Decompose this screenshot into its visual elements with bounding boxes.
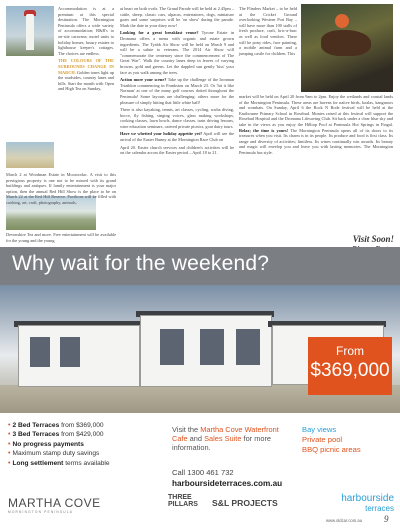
lighthouse-photo (6, 6, 54, 56)
ad-details (0, 413, 400, 517)
bullet-item: • 3 Bed Terraces from $429,000 (8, 431, 104, 439)
harbourside-terraces-logo: harbourside terraces (341, 493, 394, 513)
terraces-photo (0, 285, 400, 413)
bullet-item: • 2 Bed Terraces from $369,000 (8, 422, 104, 429)
amenity-bay-views: Bay views (302, 425, 337, 434)
subheading: Action more your scene? (120, 77, 167, 83)
article-column-3-bottom (239, 94, 393, 158)
bullet-item: • Long settlement terms available (8, 459, 110, 467)
three-pillars-logo: THREE PILLARS (168, 494, 198, 509)
price-from-label: From (336, 344, 364, 358)
article-text: The Mornington Peninsula opens all of its doors to its treasures when you visit. Its charm is in its people. Its produce and food is first class. Its range and diversity of activities; limitless. Its wines continually win awards. Its beauty and magic will envelop you and leave you with lasting memories. The Mornington Peninsula has style. (239, 127, 394, 155)
article-paragraph: Accommodation is at a premium at this special destination. The Mornington Peninsula offers a wide variety of accommodation; B&B's to on-site caravans; motel units to holiday homes; luxury estates to lighthouse keeper's cottages. The choices are endless. (58, 6, 114, 56)
feature-bullets (8, 421, 168, 468)
property-advertisement (0, 247, 400, 517)
article-paragraph: There is also kayaking, tennis, art classes, cycling, scuba diving, bocce, fly fishing, singing voices, glass making workshops, cooking classes, lawn bowls, dance classes, train driving lessons, wine education seminars, catered private picnics, goat dairy tours. (120, 107, 234, 129)
article-paragraph: at heart on both ovals. The Grand Parade will be held at 2.45pm – cattle, sheep, classic cars, alpacas, entertainers, dogs, miniature goats and some surprises will be 'on show' during the parade. Mark the date in your diary now! (120, 6, 234, 28)
article-column-2 (120, 6, 234, 158)
ad-headline: Why wait for the weekend? (12, 252, 270, 275)
visit-info: Visit the Martha Cove Waterfront Cafe and Sales Suite for more information. (172, 425, 279, 452)
article-column-1-top (58, 6, 114, 94)
amenity-bbq-areas: BBQ picnic areas (302, 445, 361, 454)
article-column-3-top (239, 6, 297, 58)
beach-photo (6, 142, 54, 168)
amenities-list (302, 425, 361, 455)
footer-url: www.oldcar.com.au (326, 518, 363, 523)
article-paragraph: March 2 at Woodman Estate in Moorooduc. A visit to this prestigious property is one not to be missed with its grand buildings and antiques. If family entertainment is your major option, then the annual Red Hill Show is the place to be on March 22 at the Red Hill Reserve. Pavilions will be filled with cooking, art, craft, photography, animals, (6, 172, 116, 205)
sponsor-logos (0, 493, 400, 517)
sl-projects-logo: S&L PROJECTS (212, 498, 278, 508)
website-url: harboursideterraces.com.au (172, 479, 283, 488)
page-number: 9 (384, 514, 389, 524)
article-column-1-middle (6, 172, 116, 208)
subheading: Looking for a great breakfast venue? (120, 30, 199, 36)
section-heading: THE COLOURS OF THE SURROUNDS CHANGE IN MARCH. (58, 58, 114, 75)
bullet-item: • Maximum stamp duty savings (8, 450, 100, 458)
bullet-item: • No progress payments (8, 440, 84, 448)
article-text: Golden tones light up the roadsides, country lanes and hills. Start the month with Open and High Tea on Sunday, (58, 69, 114, 92)
bullet-dot-icon: • (8, 459, 11, 467)
phone-number: Call 1300 461 732 (172, 468, 234, 477)
price-amount: $369,000 (310, 360, 390, 381)
article-text: Tyrone Estate in Dromana offers a menu with organic and estate grown ingredients. The Tyabb Air Show will be held on March 9 and will be a salute to veterans. The 2014 Air Show will "commemorate the centenary since the commencement of The Great War". Walk the country lanes deep in leaves of varying browns, gold and greens. Let the dappled sun gently 'kiss' your face as you walk among the trees. (120, 30, 234, 75)
article-text: Take up the challenge of the Ironman Triathlon commencing in Frankston on March 23. Or 'hit it like Norman' at one of the many golf courses dotted throughout the Peninsula! Some layouts are challenging: others more for the pleasure of simply hitting that little white ball! (120, 77, 234, 105)
martha-cove-logo-subtitle: MORNINGTON PENINSULA (8, 510, 74, 514)
bullet-dot-icon: • (8, 431, 11, 439)
subheading: Relax; the time is yours! (239, 127, 289, 133)
price-badge (308, 337, 392, 395)
article-text: April will see the arrival of the Easter Bunny at the Mornington Race Club on (120, 131, 234, 143)
article-text: market will be held on April 20 from 9am to 2pm. Enjoy the wetlands and coastal lands of the Mornington Peninsula. These areas are havens for native birds, koalas, kangaroos and wombats. On Sunday, April 6 the Rock N Rode festival will be held at the Eastbourne Primary School in Rosebud. Monies raised at this festival will support the Rosebud Hospital and the Dromana Lifesaving Club. Sit back under a clear blue sky and take in the views as you enjoy the Hilltop Pool at Peninsula Hot Springs in Fingal. (239, 94, 393, 127)
article-column-1-bottom (6, 232, 116, 245)
article-paragraph: The Flinders Market – to be held at the Cricket Ground overlooking Western Port Bay – will have more than 100 stalls of fresh produce, craft, bric-a-brac as well as food vendors. There will be pony rides, face painting, a mobile animal farm and a jumping castle for children. This (239, 6, 297, 56)
bullet-dot-icon: • (8, 450, 11, 458)
horse-race-photo (301, 4, 393, 92)
amenity-private-pool: Private pool (302, 435, 343, 444)
bullet-dot-icon: • (8, 440, 11, 448)
article-paragraph: April 20. Easter church services and children's activities will be on the calendar across the Easter period – April 18 to 21. (120, 144, 234, 156)
bullet-dot-icon: • (8, 422, 11, 429)
article-paragraph: Devonshire Tea and more. Free entertainment will be available for the young and the young (6, 232, 116, 243)
signoff-greeting: Visit Soon! (352, 234, 394, 244)
ad-banner (0, 247, 400, 285)
subheading: Have we whetted your holiday appetite yet? (120, 131, 203, 137)
martha-cove-logo: MARTHA COVE (8, 496, 101, 510)
